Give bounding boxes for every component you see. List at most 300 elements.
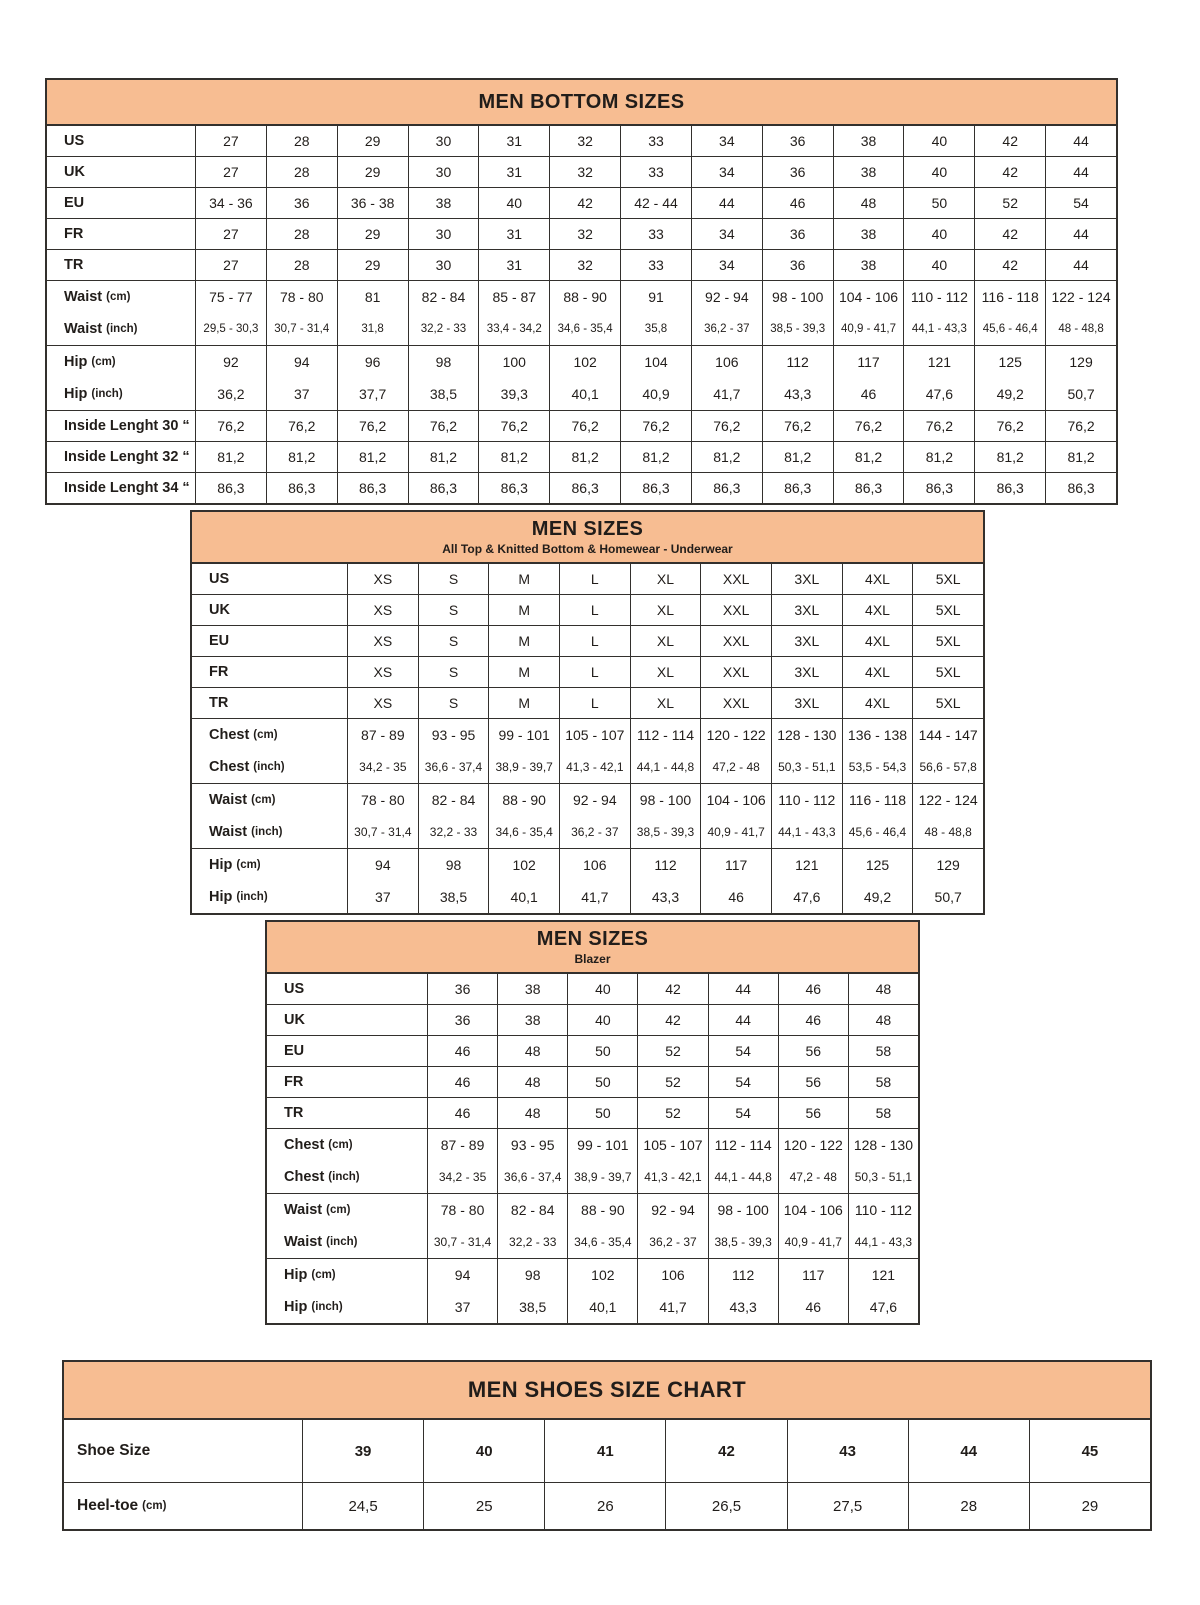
table-cell: 33 — [620, 219, 691, 249]
table-cell: 41,3 - 42,1 — [559, 751, 630, 783]
table-cell: 81,2 — [691, 442, 762, 472]
row-group — [267, 1066, 918, 1097]
table-cell: 4XL — [842, 564, 913, 594]
table-cell: 76,2 — [833, 411, 904, 441]
table-cell: 38 — [833, 157, 904, 187]
table-cell: 33,4 - 34,2 — [478, 313, 549, 345]
table-cell: XL — [630, 626, 701, 656]
table-cell: XXL — [700, 626, 771, 656]
row-label: TR — [284, 1105, 304, 1121]
table-cell: 40,9 - 41,7 — [833, 313, 904, 345]
table-row — [192, 881, 983, 913]
table-cell: 44 — [708, 974, 778, 1004]
table-cell: 36 — [762, 157, 833, 187]
table-row — [47, 411, 1116, 441]
row-label: Chest (cm) — [209, 727, 278, 743]
table-cell: S — [418, 657, 489, 687]
table-cell: 48 — [497, 1036, 567, 1066]
table-cell: 34,2 - 35 — [347, 751, 418, 783]
table-cell: 98 — [497, 1259, 567, 1291]
table-cell: 52 — [637, 1098, 707, 1128]
table-cell: XS — [347, 564, 418, 594]
table-cell: 54 — [1045, 188, 1116, 218]
table-cell: 81,2 — [478, 442, 549, 472]
row-group — [47, 441, 1116, 472]
table-cell: 56 — [778, 1098, 848, 1128]
table-cell: 112 — [708, 1259, 778, 1291]
table-cell: 58 — [848, 1098, 918, 1128]
table-cell: 76,2 — [195, 411, 266, 441]
table-cell: 38,5 — [418, 881, 489, 913]
table-cell: 98 - 100 — [708, 1194, 778, 1226]
table-cell: XXL — [700, 688, 771, 718]
table-cell: 92 - 94 — [559, 784, 630, 816]
table-cell: XS — [347, 657, 418, 687]
table-cell: 82 - 84 — [418, 784, 489, 816]
table-cell: 48 - 48,8 — [912, 816, 983, 848]
table-cell: 44 — [1045, 250, 1116, 280]
table-row — [267, 1005, 918, 1035]
table-cell: 86,3 — [762, 473, 833, 503]
table-cell: L — [559, 626, 630, 656]
table-cell: M — [488, 626, 559, 656]
table-cell: 81,2 — [762, 442, 833, 472]
table-cell: 38,9 - 39,7 — [567, 1161, 637, 1193]
table-row — [192, 688, 983, 718]
table-cell: 40 — [567, 974, 637, 1004]
table-cell: 36 — [762, 219, 833, 249]
table-cell: 45,6 - 46,4 — [974, 313, 1045, 345]
row-group — [267, 1035, 918, 1066]
table-cell: 33 — [620, 126, 691, 156]
table-cell: 98 — [408, 346, 479, 378]
table-cell: S — [418, 564, 489, 594]
table-cell: 82 - 84 — [408, 281, 479, 313]
table-cell: 37,7 — [337, 378, 408, 410]
table-row — [267, 1036, 918, 1066]
table-cell: 86,3 — [833, 473, 904, 503]
table-cell: 32 — [549, 219, 620, 249]
table-cell: 50 — [567, 1098, 637, 1128]
table-cell: 78 - 80 — [427, 1194, 497, 1226]
table-cell: 94 — [427, 1259, 497, 1291]
table-cell: 120 - 122 — [700, 719, 771, 751]
table-cell: 34 — [691, 157, 762, 187]
row-group — [192, 848, 983, 913]
table-row — [192, 626, 983, 656]
table-cell: 26 — [544, 1483, 665, 1529]
table-cell: 36,2 - 37 — [559, 816, 630, 848]
table-cell: 40,9 — [620, 378, 691, 410]
table-cell: 54 — [708, 1036, 778, 1066]
row-label: Hip (inch) — [209, 889, 268, 905]
table-cell: 38,9 - 39,7 — [488, 751, 559, 783]
table-cell: 40 — [423, 1420, 544, 1482]
table-row — [267, 1067, 918, 1097]
table-cell: XS — [347, 595, 418, 625]
table-row — [192, 595, 983, 625]
table-cell: 38,5 — [497, 1291, 567, 1323]
row-group — [192, 564, 983, 594]
table-cell: 116 - 118 — [842, 784, 913, 816]
table-cell: 105 - 107 — [637, 1129, 707, 1161]
table-cell: 42 — [665, 1420, 786, 1482]
table-cell: 29 — [337, 219, 408, 249]
table-cell: 38 — [833, 126, 904, 156]
table-cell: 102 — [567, 1259, 637, 1291]
table-cell: 4XL — [842, 595, 913, 625]
table-row — [47, 250, 1116, 280]
table-cell: 38 — [408, 188, 479, 218]
table-cell: 37 — [266, 378, 337, 410]
table-cell: 32 — [549, 250, 620, 280]
table-cell: 58 — [848, 1036, 918, 1066]
table-cell: 112 - 114 — [630, 719, 701, 751]
table-cell: XXL — [700, 564, 771, 594]
table-cell: 49,2 — [842, 881, 913, 913]
table-cell: 41,7 — [559, 881, 630, 913]
table-cell: 40 — [567, 1005, 637, 1035]
table-cell: 104 - 106 — [700, 784, 771, 816]
table-cell: L — [559, 595, 630, 625]
table-cell: 36 — [762, 126, 833, 156]
table-cell: 28 — [266, 157, 337, 187]
table-cell: 78 - 80 — [347, 784, 418, 816]
row-group — [267, 1128, 918, 1193]
table-cell: 41,7 — [691, 378, 762, 410]
table-cell: 122 - 124 — [912, 784, 983, 816]
table-cell: 117 — [700, 849, 771, 881]
row-label: FR — [209, 664, 229, 680]
table-cell: 42 — [549, 188, 620, 218]
table-cell: 38,5 - 39,3 — [708, 1226, 778, 1258]
table-cell: 5XL — [912, 688, 983, 718]
table-cell: 40,9 - 41,7 — [778, 1226, 848, 1258]
table-cell: 121 — [848, 1259, 918, 1291]
table-cell: 98 - 100 — [630, 784, 701, 816]
table-cell: 3XL — [771, 688, 842, 718]
table-row — [267, 1259, 918, 1291]
table-cell: 47,2 - 48 — [778, 1161, 848, 1193]
table-cell: 30,7 - 31,4 — [266, 313, 337, 345]
table-cell: 46 — [778, 1005, 848, 1035]
table-cell: 86,3 — [266, 473, 337, 503]
table-cell: 42 — [974, 250, 1045, 280]
table-cell: 102 — [549, 346, 620, 378]
table-cell: 4XL — [842, 657, 913, 687]
table-cell: 36 — [427, 974, 497, 1004]
table-cell: 36 — [266, 188, 337, 218]
row-label: FR — [284, 1074, 304, 1090]
row-group — [267, 1004, 918, 1035]
table-cell: 31 — [478, 250, 549, 280]
table-cell: 40,1 — [488, 881, 559, 913]
table-cell: 144 - 147 — [912, 719, 983, 751]
table-cell: 41,3 - 42,1 — [637, 1161, 707, 1193]
row-group — [47, 126, 1116, 156]
table-cell: 120 - 122 — [778, 1129, 848, 1161]
table-cell: 34,6 - 35,4 — [488, 816, 559, 848]
table-cell: 44 — [1045, 126, 1116, 156]
table-cell: 86,3 — [408, 473, 479, 503]
table-row — [64, 1483, 1150, 1529]
table-cell: 3XL — [771, 595, 842, 625]
table-cell: 29 — [337, 126, 408, 156]
table-cell: 50 — [903, 188, 974, 218]
table-cell: 94 — [347, 849, 418, 881]
table-cell: 88 - 90 — [549, 281, 620, 313]
table-cell: M — [488, 595, 559, 625]
table-cell: 104 - 106 — [778, 1194, 848, 1226]
table-cell: 52 — [637, 1036, 707, 1066]
table-cell: 110 - 112 — [903, 281, 974, 313]
table-cell: 81,2 — [549, 442, 620, 472]
table-cell: M — [488, 564, 559, 594]
table-cell: 48 — [848, 974, 918, 1004]
table-cell: 52 — [974, 188, 1045, 218]
table-cell: 31,8 — [337, 313, 408, 345]
row-label: US — [284, 981, 305, 997]
table-cell: 102 — [488, 849, 559, 881]
table-cell: 32,2 - 33 — [497, 1226, 567, 1258]
table-cell: 4XL — [842, 688, 913, 718]
table-row — [47, 126, 1116, 156]
row-label: Hip (cm) — [209, 857, 261, 873]
table-row — [192, 564, 983, 594]
table-cell: L — [559, 564, 630, 594]
row-label: TR — [64, 257, 84, 273]
table-cell: XL — [630, 688, 701, 718]
table-cell: 112 — [762, 346, 833, 378]
table-cell: 42 — [974, 157, 1045, 187]
table-cell: 81,2 — [620, 442, 691, 472]
table-cell: 128 - 130 — [771, 719, 842, 751]
table-row — [192, 657, 983, 687]
table-cell: 50,3 - 51,1 — [771, 751, 842, 783]
table-cell: 34,6 - 35,4 — [567, 1226, 637, 1258]
table-body — [64, 1420, 1150, 1529]
table-cell: 29,5 - 30,3 — [195, 313, 266, 345]
row-label: EU — [64, 195, 85, 211]
table-cell: 40 — [903, 219, 974, 249]
table-row — [47, 442, 1116, 472]
table-cell: 86,3 — [549, 473, 620, 503]
row-label: Hip (inch) — [64, 386, 123, 402]
table-cell: 42 — [637, 974, 707, 1004]
table-cell: 44,1 - 43,3 — [771, 816, 842, 848]
table-cell: 46 — [778, 1291, 848, 1323]
table-cell: 37 — [347, 881, 418, 913]
table-cell: 48 — [848, 1005, 918, 1035]
table-cell: 46 — [427, 1036, 497, 1066]
table-cell: 38,5 - 39,3 — [630, 816, 701, 848]
row-group — [192, 687, 983, 718]
table-cell: 30 — [408, 157, 479, 187]
table-cell: 40 — [903, 157, 974, 187]
row-group — [192, 718, 983, 783]
table-cell: 46 — [833, 378, 904, 410]
table-cell: 136 - 138 — [842, 719, 913, 751]
table-row — [47, 157, 1116, 187]
table-cell: 40,1 — [567, 1291, 637, 1323]
table-cell: XL — [630, 564, 701, 594]
table-cell: 99 - 101 — [567, 1129, 637, 1161]
table-cell: 28 — [266, 219, 337, 249]
table-cell: 125 — [842, 849, 913, 881]
table-cell: 28 — [266, 126, 337, 156]
table-cell: 39 — [302, 1420, 423, 1482]
table-cell: 44,1 - 44,8 — [708, 1161, 778, 1193]
table-cell: 41,7 — [637, 1291, 707, 1323]
table-cell: 47,6 — [771, 881, 842, 913]
table-cell: 86,3 — [620, 473, 691, 503]
table-cell: 128 - 130 — [848, 1129, 918, 1161]
row-label: Inside Lenght 32 “ — [64, 449, 190, 465]
table-cell: S — [418, 626, 489, 656]
table-cell: XL — [630, 657, 701, 687]
table-cell: M — [488, 657, 559, 687]
row-group — [47, 410, 1116, 441]
table-cell: 117 — [778, 1259, 848, 1291]
table-cell: 92 — [195, 346, 266, 378]
table-cell: 50,7 — [1045, 378, 1116, 410]
table-title: MEN SIZES — [536, 928, 649, 950]
table-cell: 112 - 114 — [708, 1129, 778, 1161]
table-cell: 100 — [478, 346, 549, 378]
row-label: EU — [284, 1043, 305, 1059]
row-label: Chest (cm) — [284, 1137, 353, 1153]
table-cell: 31 — [478, 157, 549, 187]
table-cell: 43 — [787, 1420, 908, 1482]
table-cell: 98 - 100 — [762, 281, 833, 313]
table-row — [267, 1129, 918, 1161]
table-cell: 99 - 101 — [488, 719, 559, 751]
table-cell: 44 — [1045, 219, 1116, 249]
table-cell: 54 — [708, 1098, 778, 1128]
table-cell: 94 — [266, 346, 337, 378]
row-group — [267, 974, 918, 1004]
table-cell: S — [418, 688, 489, 718]
table-cell: 43,3 — [762, 378, 833, 410]
table-cell: 86,3 — [195, 473, 266, 503]
row-label: Hip (inch) — [284, 1299, 343, 1315]
table-cell: 86,3 — [1045, 473, 1116, 503]
table-cell: 35,8 — [620, 313, 691, 345]
row-group — [192, 783, 983, 848]
table-cell: 86,3 — [691, 473, 762, 503]
table-cell: 36,2 - 37 — [637, 1226, 707, 1258]
table-cell: XL — [630, 595, 701, 625]
table-cell: 81,2 — [337, 442, 408, 472]
table-cell: 48 — [833, 188, 904, 218]
table-cell: 44 — [908, 1420, 1029, 1482]
table-title: MEN SHOES SIZE CHART — [467, 1377, 747, 1402]
table-cell: 121 — [903, 346, 974, 378]
table-cell: 37 — [427, 1291, 497, 1323]
table-cell: 36 - 38 — [337, 188, 408, 218]
row-label: EU — [209, 633, 230, 649]
row-group — [47, 249, 1116, 280]
row-group — [47, 345, 1116, 410]
table-cell: 76,2 — [903, 411, 974, 441]
men-bottom-sizes-table — [45, 78, 1118, 505]
table-cell: 86,3 — [478, 473, 549, 503]
row-group — [267, 1097, 918, 1128]
table-row — [47, 313, 1116, 345]
table-cell: 106 — [637, 1259, 707, 1291]
table-cell: 116 - 118 — [974, 281, 1045, 313]
table-cell: 44 — [691, 188, 762, 218]
table-cell: XXL — [700, 657, 771, 687]
table-cell: 87 - 89 — [427, 1129, 497, 1161]
table-cell: 5XL — [912, 626, 983, 656]
row-group — [47, 280, 1116, 345]
table-cell: 40 — [903, 250, 974, 280]
row-label: Waist (inch) — [284, 1234, 358, 1250]
table-cell: 76,2 — [762, 411, 833, 441]
table-cell: 46 — [427, 1067, 497, 1097]
row-group — [47, 187, 1116, 218]
table-cell: 32,2 - 33 — [408, 313, 479, 345]
table-cell: 27,5 — [787, 1483, 908, 1529]
table-cell: 30 — [408, 126, 479, 156]
table-cell: 117 — [833, 346, 904, 378]
table-cell: 38,5 - 39,3 — [762, 313, 833, 345]
row-label: Waist (cm) — [284, 1202, 351, 1218]
table-cell: 76,2 — [478, 411, 549, 441]
row-label: Hip (cm) — [284, 1267, 336, 1283]
table-cell: 36,6 - 37,4 — [497, 1161, 567, 1193]
table-cell: 36 — [427, 1005, 497, 1035]
table-header-band — [192, 512, 983, 564]
table-cell: 33 — [620, 157, 691, 187]
table-cell: 106 — [691, 346, 762, 378]
row-group — [192, 625, 983, 656]
row-label: UK — [209, 602, 230, 618]
men-shoes-size-chart-table — [62, 1360, 1152, 1531]
row-group — [47, 472, 1116, 503]
table-cell: 40,9 - 41,7 — [700, 816, 771, 848]
table-cell: 36,2 — [195, 378, 266, 410]
table-cell: 76,2 — [337, 411, 408, 441]
table-cell: 38 — [497, 974, 567, 1004]
table-body — [267, 974, 918, 1323]
table-cell: 46 — [762, 188, 833, 218]
men-sizes-blazer-table — [265, 920, 920, 1325]
table-row — [64, 1420, 1150, 1482]
table-cell: 81,2 — [266, 442, 337, 472]
table-row — [47, 378, 1116, 410]
table-cell: 50,3 - 51,1 — [848, 1161, 918, 1193]
table-cell: 30 — [408, 219, 479, 249]
row-label: Waist (cm) — [209, 792, 276, 808]
table-cell: 110 - 112 — [771, 784, 842, 816]
table-cell: 104 — [620, 346, 691, 378]
table-cell: 24,5 — [302, 1483, 423, 1529]
table-cell: 34 — [691, 126, 762, 156]
table-cell: 81,2 — [1045, 442, 1116, 472]
row-group — [64, 1420, 1150, 1482]
table-cell: 46 — [778, 974, 848, 1004]
table-cell: M — [488, 688, 559, 718]
table-cell: 31 — [478, 126, 549, 156]
table-cell: XXL — [700, 595, 771, 625]
table-title: MEN SIZES — [531, 518, 644, 540]
men-sizes-tops-table — [190, 510, 985, 915]
table-cell: 81,2 — [833, 442, 904, 472]
table-cell: 47,6 — [848, 1291, 918, 1323]
row-group — [267, 1258, 918, 1323]
